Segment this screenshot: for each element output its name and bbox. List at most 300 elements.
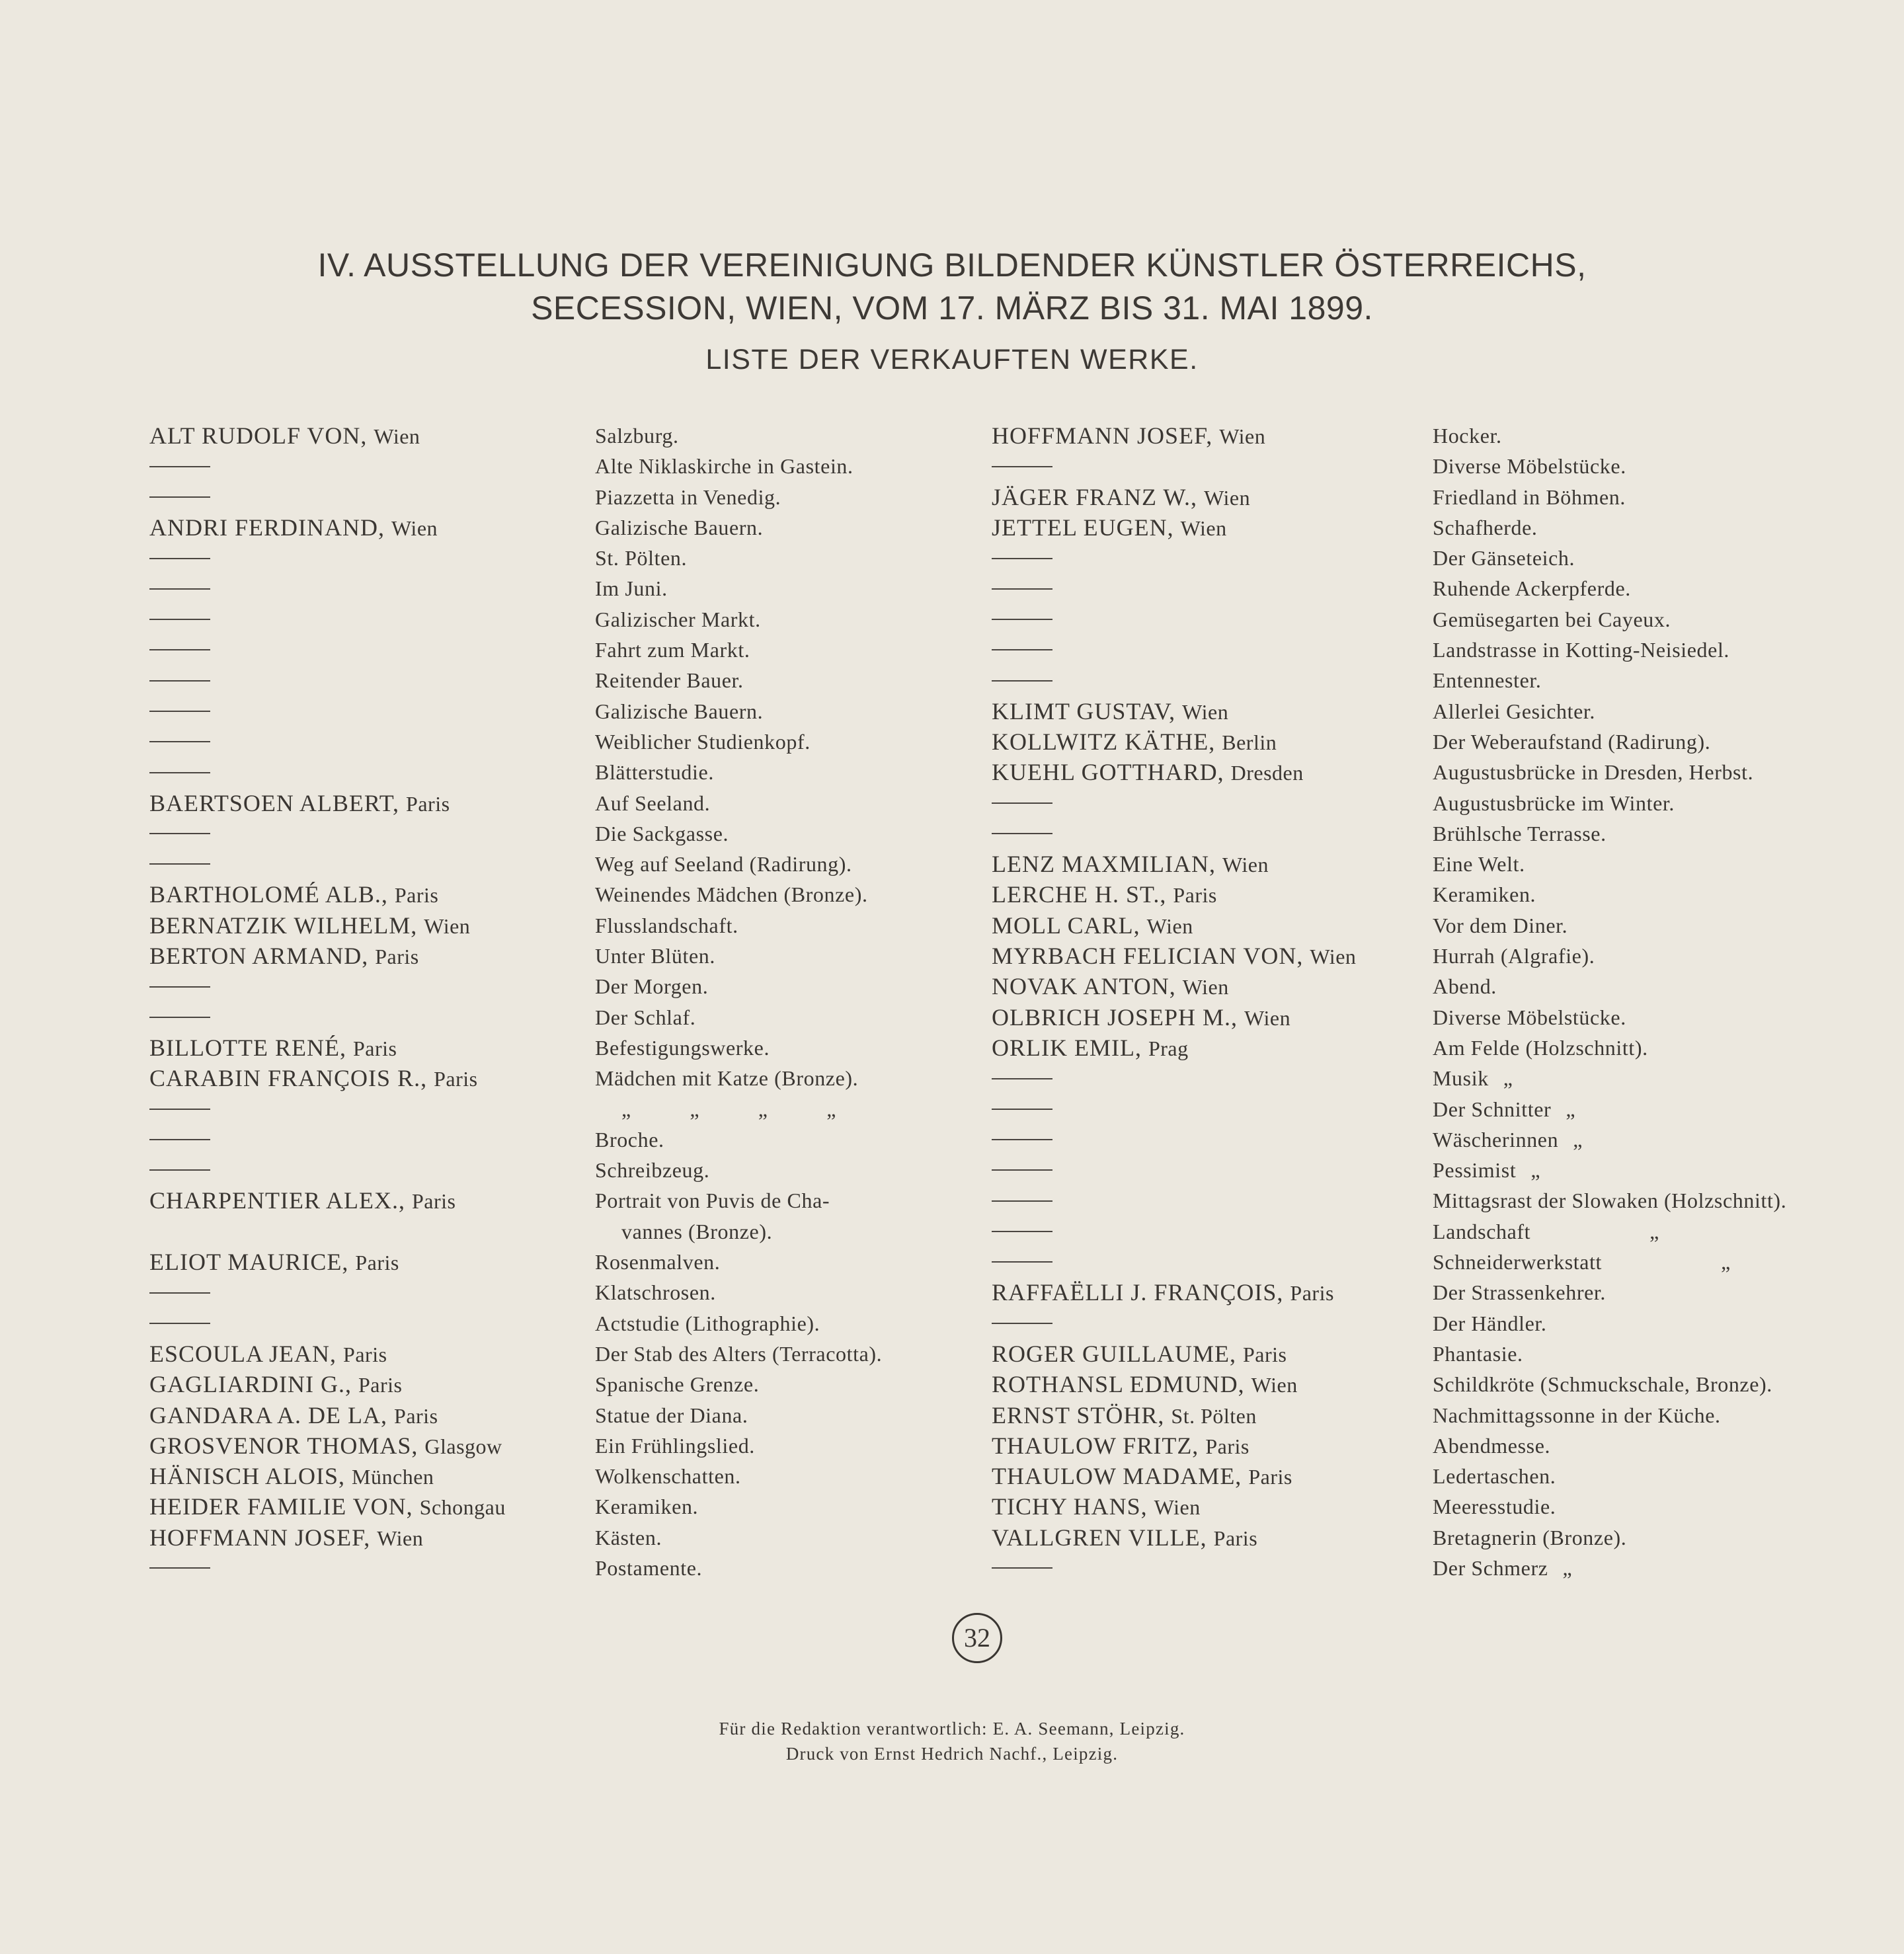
right-artists-column xyxy=(992,420,1356,1583)
work-title: Musik xyxy=(1433,1066,1489,1091)
artist-name: ANDRI FERDINAND, xyxy=(149,514,385,541)
work-entry xyxy=(595,1277,882,1308)
work-title: Landstrasse in Kotting-Neisiedel. xyxy=(1433,638,1730,662)
work-entry xyxy=(1433,1063,1786,1093)
ditto-dash-row xyxy=(992,788,1356,818)
ditto-dash xyxy=(992,1231,1052,1232)
ditto-dash-row xyxy=(149,451,506,481)
ditto-mark: „ xyxy=(1530,1158,1541,1183)
work-title: Landschaft xyxy=(1433,1219,1531,1243)
work-title: Friedland in Böhmen. xyxy=(1433,485,1626,509)
work-title: Galizische Bauern. xyxy=(595,515,764,539)
work-title: Hurrah (Algrafie). xyxy=(1433,944,1595,968)
ditto-dash-row xyxy=(149,543,506,573)
artist-name: CARABIN FRANÇOIS R., xyxy=(149,1065,428,1092)
work-entry xyxy=(1433,543,1786,573)
work-entry xyxy=(595,757,882,787)
artist-city: Wien xyxy=(1222,853,1269,877)
ditto-dash-row xyxy=(149,1002,506,1033)
artist-name: KLIMT GUSTAV, xyxy=(992,697,1176,724)
ditto-mark: „ xyxy=(1566,1097,1576,1121)
artist-entry xyxy=(992,1277,1356,1308)
work-entry xyxy=(595,849,882,879)
work-entry xyxy=(1433,1033,1786,1063)
work-title: Wäscherinnen xyxy=(1433,1127,1559,1152)
artist-entry xyxy=(149,788,506,818)
work-title: Weiblicher Studienkopf. xyxy=(595,729,811,754)
ditto-dash-row xyxy=(992,604,1356,635)
ditto-dash-row xyxy=(149,849,506,879)
work-title: Galizische Bauern. xyxy=(595,699,764,723)
artist-entry xyxy=(992,1522,1356,1553)
work-title: Kästen. xyxy=(595,1525,662,1549)
work-entry xyxy=(1433,1522,1786,1553)
work-title: vannes (Bronze). xyxy=(621,1219,773,1243)
work-title: Meeresstudie. xyxy=(1433,1495,1556,1519)
ditto-dash xyxy=(992,649,1052,650)
artist-city: Wien xyxy=(1219,424,1266,448)
artist-name: GROSVENOR THOMAS, xyxy=(149,1432,418,1459)
work-entry xyxy=(1433,1185,1786,1216)
heading-line-2: SECESSION, WIEN, VOM 17. MÄRZ BIS 31. MAI 1899. xyxy=(531,290,1373,327)
work-title: Ruhende Ackerpferde. xyxy=(1433,576,1631,601)
artist-name: KUEHL GOTTHARD, xyxy=(992,759,1224,786)
work-title: Augustusbrücke in Dresden, Herbst. xyxy=(1433,760,1754,785)
work-entry xyxy=(1433,696,1786,726)
ditto-dash xyxy=(149,833,210,834)
artist-city: St. Pölten xyxy=(1171,1403,1257,1428)
artist-city: Wien xyxy=(424,914,471,938)
work-entry xyxy=(595,543,882,573)
work-entry xyxy=(595,971,882,1001)
artist-entry xyxy=(992,1033,1356,1063)
artist-entry xyxy=(149,1063,506,1093)
artist-city: München xyxy=(352,1465,434,1489)
ditto-dash-row xyxy=(149,818,506,849)
ditto-dash xyxy=(149,863,210,865)
ditto-dash xyxy=(149,1169,210,1171)
work-title: Auf Seeland. xyxy=(595,791,711,815)
work-entry xyxy=(1433,420,1786,451)
work-entry xyxy=(1433,788,1786,818)
work-title: Diverse Möbelstücke. xyxy=(1433,454,1626,479)
work-entry xyxy=(595,1002,882,1033)
work-title: Pessimist xyxy=(1433,1158,1517,1183)
work-title: Der Morgen. xyxy=(595,974,709,999)
artist-name: BERTON ARMAND, xyxy=(149,943,369,970)
ditto-dash xyxy=(149,772,210,773)
work-title: Salzburg. xyxy=(595,424,679,448)
artist-entry xyxy=(149,1461,506,1491)
work-entry xyxy=(1433,1430,1786,1461)
work-entry xyxy=(595,1522,882,1553)
artist-name: KOLLWITZ KÄTHE, xyxy=(992,728,1216,755)
artist-name: ROTHANSL EDMUND, xyxy=(992,1371,1245,1398)
work-title: Der Weberaufstand (Radirung). xyxy=(1433,729,1711,754)
artist-entry xyxy=(992,512,1356,543)
artist-entry xyxy=(149,1185,506,1216)
footer-printer-line: Druck von Ernst Hedrich Nachf., Leipzig. xyxy=(785,1744,1119,1764)
ditto-dash xyxy=(149,1567,210,1569)
ditto-dash-row xyxy=(992,1553,1356,1583)
work-title: Piazzetta in Venedig. xyxy=(595,485,781,509)
ditto-dash xyxy=(992,1169,1052,1171)
artist-city: Wien xyxy=(391,516,438,540)
ditto-dash-row xyxy=(149,696,506,726)
work-title: Flusslandschaft. xyxy=(595,913,738,937)
work-entry xyxy=(595,910,882,941)
work-title: Reitender Bauer. xyxy=(595,668,744,693)
work-entry xyxy=(1433,818,1786,849)
work-title: Eine Welt. xyxy=(1433,852,1525,877)
ditto-dash xyxy=(992,1139,1052,1140)
artist-city: Paris xyxy=(375,945,419,969)
work-title: Ledertaschen. xyxy=(1433,1464,1556,1489)
work-entry xyxy=(1433,726,1786,757)
ditto-dash xyxy=(992,680,1052,682)
ditto-dash-row xyxy=(149,1155,506,1185)
work-entry xyxy=(1433,941,1786,971)
work-title: Alte Niklaskirche in Gastein. xyxy=(595,454,853,479)
ditto-dash xyxy=(992,1323,1052,1324)
ditto-dash-row xyxy=(992,635,1356,665)
work-title: Brühlsche Terrasse. xyxy=(1433,821,1606,845)
work-entry xyxy=(1433,1216,1786,1247)
artist-entry xyxy=(992,879,1356,910)
artist-name: JETTEL EUGEN, xyxy=(992,514,1174,541)
artist-entry xyxy=(149,910,506,941)
artist-name: RAFFAËLLI J. FRANÇOIS, xyxy=(992,1279,1284,1306)
ditto-dash-row xyxy=(992,665,1356,695)
work-title: Broche. xyxy=(595,1127,664,1152)
artist-entry xyxy=(992,1430,1356,1461)
ditto-dash xyxy=(992,802,1052,804)
artist-name: MYRBACH FELICIAN VON, xyxy=(992,943,1304,970)
work-entry xyxy=(1433,1553,1786,1583)
ditto-dash xyxy=(149,711,210,712)
work-entry xyxy=(595,1369,882,1399)
artist-entry xyxy=(149,1400,506,1430)
ditto-dash-row xyxy=(992,1247,1356,1277)
work-title: Ein Frühlingslied. xyxy=(595,1433,755,1458)
work-title: Statue der Diana. xyxy=(595,1403,748,1427)
ditto-dash xyxy=(149,619,210,620)
artist-city: Paris xyxy=(1205,1434,1250,1458)
work-entry xyxy=(595,788,882,818)
work-entry xyxy=(1433,879,1786,910)
artist-entry xyxy=(992,696,1356,726)
artist-entry xyxy=(149,512,506,543)
artist-name: ROGER GUILLAUME, xyxy=(992,1340,1236,1367)
artist-name: HÄNISCH ALOIS, xyxy=(149,1463,346,1490)
work-entry xyxy=(595,1155,882,1185)
work-entry xyxy=(595,1491,882,1522)
ditto-dash-row xyxy=(992,818,1356,849)
work-entry xyxy=(595,1400,882,1430)
ditto-mark: „ xyxy=(1649,1219,1659,1243)
ditto-dash xyxy=(992,558,1052,559)
artist-city: Glasgow xyxy=(424,1434,502,1458)
artist-city: Dresden xyxy=(1230,761,1304,785)
work-entry xyxy=(595,1430,882,1461)
artist-entry xyxy=(992,420,1356,451)
work-title: Hocker. xyxy=(1433,424,1502,448)
work-entry xyxy=(595,635,882,665)
work-title: Entennester. xyxy=(1433,668,1542,693)
ditto-dash xyxy=(992,1200,1052,1202)
work-entry xyxy=(1433,1002,1786,1033)
work-title: Der Schlaf. xyxy=(595,1005,696,1029)
work-title: Weg auf Seeland (Radirung). xyxy=(595,852,852,877)
artist-city: Wien xyxy=(1182,699,1229,724)
artist-entry xyxy=(992,1002,1356,1033)
left-artists-column xyxy=(149,420,506,1583)
artist-entry xyxy=(149,1430,506,1461)
artist-city: Paris xyxy=(343,1342,387,1366)
ditto-dash-row xyxy=(149,1277,506,1308)
ditto-dash xyxy=(992,1109,1052,1110)
artist-name: THAULOW MADAME, xyxy=(992,1463,1242,1490)
ditto-dash xyxy=(149,558,210,559)
ditto-dash-row xyxy=(992,573,1356,604)
artist-city: Berlin xyxy=(1222,730,1277,754)
work-title: Der Gänseteich. xyxy=(1433,546,1575,570)
work-entry xyxy=(595,604,882,635)
artist-city: Wien xyxy=(377,1526,424,1550)
work-entry xyxy=(1433,757,1786,787)
artist-name: ALT RUDOLF VON, xyxy=(149,422,368,449)
artist-entry xyxy=(149,1491,506,1522)
work-entry xyxy=(1433,1461,1786,1491)
artist-entry xyxy=(992,726,1356,757)
work-title: Augustusbrücke im Winter. xyxy=(1433,791,1675,815)
left-works-column xyxy=(595,420,882,1583)
artist-entry xyxy=(149,1339,506,1369)
work-entry xyxy=(1433,1124,1786,1155)
work-entry xyxy=(1433,1339,1786,1369)
artist-entry xyxy=(992,849,1356,879)
artist-city: Wien xyxy=(1251,1373,1298,1397)
footer-editor-line: Für die Redaktion verantwortlich: E. A. Seemann, Leipzig. xyxy=(719,1719,1185,1739)
work-title: Diverse Möbelstücke. xyxy=(1433,1005,1626,1029)
ditto-dash xyxy=(149,496,210,498)
work-entry xyxy=(595,451,882,481)
work-entry xyxy=(595,420,882,451)
heading-subtitle: LISTE DER VERKAUFTEN WERKE. xyxy=(705,344,1199,375)
artist-city: Paris xyxy=(352,1036,397,1060)
work-entry xyxy=(595,1033,882,1063)
work-entry xyxy=(595,696,882,726)
work-title: Im Juni. xyxy=(595,576,668,601)
ditto-dash xyxy=(149,1323,210,1324)
artist-entry xyxy=(992,941,1356,971)
artist-city: Paris xyxy=(406,791,450,816)
artist-name: NOVAK ANTON, xyxy=(992,973,1176,1000)
artist-name: HOFFMANN JOSEF, xyxy=(149,1524,371,1551)
work-entry xyxy=(1433,1491,1786,1522)
work-entry xyxy=(595,573,882,604)
ditto-dash-row xyxy=(992,1094,1356,1124)
artist-entry xyxy=(992,910,1356,941)
work-title: Schildkröte (Schmuckschale, Bronze). xyxy=(1433,1372,1772,1397)
ditto-dash-row xyxy=(149,604,506,635)
work-title: Phantasie. xyxy=(1433,1341,1523,1366)
work-title: Postamente. xyxy=(595,1555,703,1580)
work-entry xyxy=(1433,1369,1786,1399)
work-entry xyxy=(1433,635,1786,665)
work-entry xyxy=(1433,665,1786,695)
ditto-marks: „ „ „ „ xyxy=(621,1097,837,1121)
work-entry xyxy=(595,1185,882,1216)
ditto-mark: „ xyxy=(1562,1555,1573,1580)
ditto-dash xyxy=(149,1139,210,1140)
work-title: Der Strassenkehrer. xyxy=(1433,1280,1606,1305)
work-title: Der Händler. xyxy=(1433,1311,1547,1335)
ditto-dash-row xyxy=(149,573,506,604)
ditto-dash-row xyxy=(149,1094,506,1124)
work-title: Spanische Grenze. xyxy=(595,1372,760,1397)
ditto-mark: „ xyxy=(1573,1127,1583,1152)
work-title: Mittagsrast der Slowaken (Holzschnitt). xyxy=(1433,1189,1787,1213)
work-entry xyxy=(1433,971,1786,1001)
artist-entry xyxy=(992,1461,1356,1491)
work-entry xyxy=(595,1339,882,1369)
artist-city: Paris xyxy=(394,1403,438,1428)
artist-name: GAGLIARDINI G., xyxy=(149,1371,352,1398)
ditto-dash-row xyxy=(992,1185,1356,1216)
artist-city: Prag xyxy=(1148,1036,1189,1060)
ditto-dash-row xyxy=(149,635,506,665)
ditto-dash xyxy=(992,466,1052,467)
ditto-dash xyxy=(149,466,210,467)
artist-name: OLBRICH JOSEPH M., xyxy=(992,1003,1238,1031)
artist-city: Wien xyxy=(374,424,420,448)
heading-line-1: IV. AUSSTELLUNG DER VEREINIGUNG BILDENDER KÜNSTLER ÖSTERREICHS, xyxy=(317,247,1587,284)
ditto-dash xyxy=(149,986,210,988)
work-entry xyxy=(595,726,882,757)
work-entry xyxy=(1433,604,1786,635)
artist-entry xyxy=(149,879,506,910)
artist-entry xyxy=(992,971,1356,1001)
ditto-mark: „ xyxy=(1721,1250,1731,1274)
work-entry xyxy=(595,818,882,849)
work-title: Mädchen mit Katze (Bronze). xyxy=(595,1066,859,1091)
work-title: Weinendes Mädchen (Bronze). xyxy=(595,882,868,907)
work-entry xyxy=(595,1094,882,1124)
work-entry xyxy=(1433,1094,1786,1124)
work-entry xyxy=(595,665,882,695)
ditto-dash xyxy=(992,588,1052,590)
ditto-dash xyxy=(149,1292,210,1294)
work-title: Schreibzeug. xyxy=(595,1158,710,1183)
ditto-dash xyxy=(992,833,1052,834)
work-title: St. Pölten. xyxy=(595,546,688,570)
work-entry xyxy=(595,1247,882,1277)
artist-name: HOFFMANN JOSEF, xyxy=(992,422,1213,449)
work-title: Wolkenschatten. xyxy=(595,1464,741,1489)
artist-entry xyxy=(149,1033,506,1063)
ditto-dash-row xyxy=(149,1124,506,1155)
artist-entry xyxy=(992,1369,1356,1399)
ditto-dash-row xyxy=(149,1553,506,1583)
artist-city: Paris xyxy=(355,1251,399,1275)
work-title: Vor dem Diner. xyxy=(1433,913,1568,937)
ditto-dash-row xyxy=(149,482,506,512)
work-title: Keramiken. xyxy=(1433,882,1536,907)
artist-entry xyxy=(149,420,506,451)
work-title: Galizischer Markt. xyxy=(595,607,761,631)
artist-city: Wien xyxy=(1204,485,1251,510)
artist-city: Wien xyxy=(1180,516,1227,540)
ditto-dash xyxy=(992,1078,1052,1079)
ditto-dash-row xyxy=(149,665,506,695)
work-entry xyxy=(595,1124,882,1155)
ditto-dash xyxy=(992,619,1052,620)
work-title: Abend. xyxy=(1433,974,1497,999)
ditto-dash-row xyxy=(149,726,506,757)
work-title: Schafherde. xyxy=(1433,515,1538,539)
work-entry xyxy=(595,1461,882,1491)
artist-city: Wien xyxy=(1146,914,1193,938)
work-entry xyxy=(1433,849,1786,879)
artist-name: ELIOT MAURICE, xyxy=(149,1249,349,1276)
work-title: Rosenmalven. xyxy=(595,1250,721,1274)
artist-entry xyxy=(149,1247,506,1277)
work-entry xyxy=(1433,573,1786,604)
work-title: Actstudie (Lithographie). xyxy=(595,1311,820,1335)
artist-name: ORLIK EMIL, xyxy=(992,1034,1142,1061)
artist-name: MOLL CARL, xyxy=(992,912,1140,939)
ditto-mark: „ xyxy=(1503,1066,1513,1091)
artist-entry xyxy=(149,1369,506,1399)
ditto-dash xyxy=(149,741,210,742)
work-entry xyxy=(595,1553,882,1583)
artist-city: Paris xyxy=(394,883,439,908)
ditto-dash xyxy=(149,1017,210,1018)
work-entry xyxy=(595,879,882,910)
artist-city: Paris xyxy=(358,1373,403,1397)
work-title: Abendmesse. xyxy=(1433,1433,1551,1458)
ditto-dash-row xyxy=(992,1063,1356,1093)
ditto-dash xyxy=(149,680,210,682)
right-works-column xyxy=(1433,420,1786,1583)
work-title: Klatschrosen. xyxy=(595,1280,716,1305)
artist-entry xyxy=(992,482,1356,512)
work-entry xyxy=(595,1216,882,1247)
work-entry xyxy=(595,941,882,971)
ditto-dash-row xyxy=(149,757,506,787)
work-title: Nachmittagssonne in der Küche. xyxy=(1433,1403,1721,1427)
artist-name: BAERTSOEN ALBERT, xyxy=(149,789,400,816)
artist-city: Paris xyxy=(434,1067,478,1091)
ditto-dash-row xyxy=(149,1308,506,1339)
artist-city: Paris xyxy=(1248,1465,1292,1489)
work-entry xyxy=(1433,1247,1786,1277)
artist-name: HEIDER FAMILIE VON, xyxy=(149,1493,413,1520)
ditto-dash-row xyxy=(992,1124,1356,1155)
artist-city: Wien xyxy=(1244,1005,1291,1030)
work-entry xyxy=(1433,451,1786,481)
work-title: Der Schmerz xyxy=(1433,1555,1548,1580)
work-title: Schneiderwerkstatt xyxy=(1433,1250,1603,1274)
ditto-dash-row xyxy=(992,1216,1356,1247)
artist-city: Paris xyxy=(1290,1281,1334,1306)
artist-city: Schongau xyxy=(419,1495,506,1520)
work-title: Die Sackgasse. xyxy=(595,821,729,845)
artist-entry xyxy=(992,1491,1356,1522)
artist-name: BILLOTTE RENÉ, xyxy=(149,1034,346,1061)
ditto-dash-row xyxy=(992,1308,1356,1339)
